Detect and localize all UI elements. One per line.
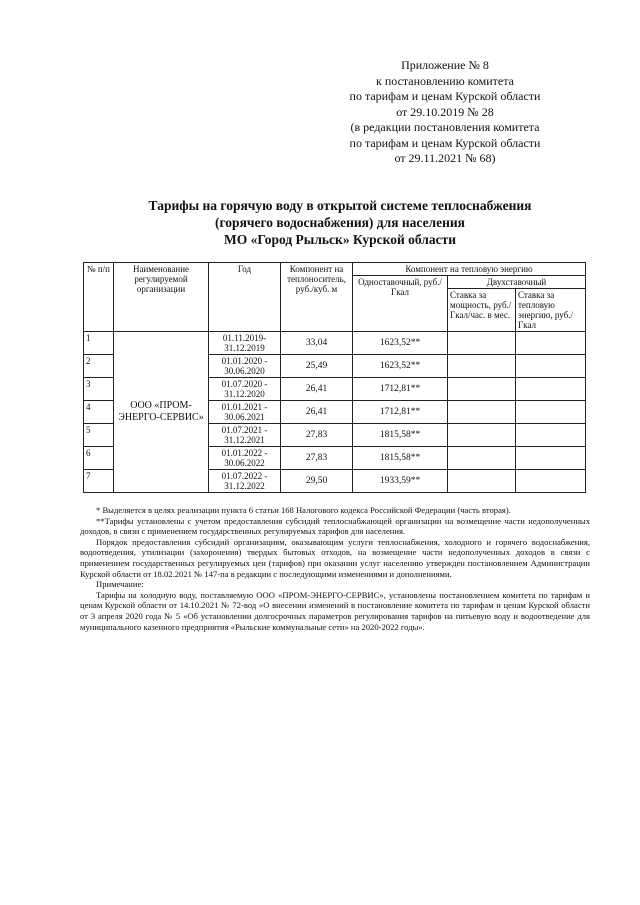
energy-rate-value: [516, 424, 586, 447]
single-rate-value: 1712,81**: [353, 378, 448, 401]
period-cell: [209, 332, 281, 355]
row-num: 2: [84, 355, 114, 378]
title-line: МО «Город Рыльск» Курской области: [223, 232, 457, 247]
period-from: 01.07.2020 -: [221, 379, 268, 389]
appendix-line: Приложение № 8: [401, 58, 489, 72]
energy-rate-value: [516, 378, 586, 401]
carrier-value: 25,49: [281, 355, 353, 378]
capacity-rate-value: [448, 470, 516, 493]
header-double: Двухставочный: [448, 276, 586, 289]
remark-label: Примечание:: [96, 579, 144, 590]
energy-rate-value: [516, 355, 586, 378]
carrier-value: 26,41: [281, 401, 353, 424]
period-to: 31.12.2022: [224, 481, 265, 491]
tariff-table: [83, 262, 586, 493]
period-to: 31.12.2020: [224, 389, 265, 399]
appendix-line: к постановлению комитета: [376, 73, 514, 88]
header-capacity: Ставка за мощность, руб./Гкал/час. в мес.: [448, 289, 516, 332]
header-year: Год: [209, 263, 281, 332]
remark-text: Тарифы на холодную воду, поставляемую ООО «ПРОМ-ЭНЕРГО-СЕРВИС», установлены постановлением комитета по тарифам и ценам Курской области от 14.10.2021 № 72-вод «О внесении изменений в постановление комитета по тарифам и ценам Курской области от 3 апреля 2020 года № 5 «Об установлении долгосрочных параметров регулирования тарифов на питьевую воду и водоотведение для муниципального казенного предприятия «Рыльские коммунальные сети» на 2020-2022 годы».: [80, 589, 590, 632]
period-from: 01.11.2019-: [222, 333, 267, 343]
period-from: 01.01.2022 -: [221, 448, 268, 458]
single-rate-value: 1623,52**: [353, 355, 448, 378]
notes-section: [80, 505, 590, 632]
energy-rate-value: [516, 332, 586, 355]
document-title: [130, 197, 550, 248]
period-to: 31.12.2021: [224, 435, 265, 445]
table-row: [84, 332, 586, 355]
period-to: 30.06.2022: [224, 458, 265, 468]
period-from: 01.01.2021 -: [221, 402, 268, 412]
energy-rate-value: [516, 401, 586, 424]
title-line: Тарифы на горячую воду в открытой системе теплоснабжения: [148, 198, 532, 213]
single-rate-value: 1933,59**: [353, 470, 448, 493]
energy-rate-value: [516, 447, 586, 470]
appendix-line: по тарифам и ценам Курской области: [349, 135, 541, 150]
period-to: 30.06.2020: [224, 366, 265, 376]
single-rate-value: 1712,81**: [353, 401, 448, 424]
appendix-line: по тарифам и ценам Курской области: [349, 89, 541, 103]
carrier-value: 27,83: [281, 424, 353, 447]
appendix-header: [325, 58, 565, 167]
carrier-value: 26,41: [281, 378, 353, 401]
carrier-value: 27,83: [281, 447, 353, 470]
capacity-rate-value: [448, 447, 516, 470]
row-num: 1: [84, 332, 114, 355]
capacity-rate-value: [448, 401, 516, 424]
row-num: 6: [84, 447, 114, 470]
period-cell: [209, 378, 281, 401]
header-org: Наименование регулируемой организации: [114, 263, 209, 332]
period-cell: [209, 355, 281, 378]
single-rate-value: 1815,58**: [353, 424, 448, 447]
single-rate-value: 1623,52**: [353, 332, 448, 355]
capacity-rate-value: [448, 424, 516, 447]
header-single: Одноставочный, руб./Гкал: [353, 276, 448, 332]
single-rate-value: 1815,58**: [353, 447, 448, 470]
subsidy-procedure: Порядок предоставления субсидий организациям, оказывающим услуги теплоснабжения, холодного и горячего водоснабжения, водоотведения, утилизации (захоронения) твердых бытовых отходов, на возмещение части недополученных доходов в связи с применением государственных регулируемых цен (тарифов) при оказании услуг населению утвержден постановлением Администрации Курской области от 18.02.2021 № 147-па в редакции с последующими изменениями и дополнениями.: [80, 536, 590, 579]
capacity-rate-value: [448, 332, 516, 355]
capacity-rate-value: [448, 355, 516, 378]
period-to: 31.12.2019: [224, 343, 265, 353]
footnote-subsidy: **Тарифы установлены с учетом предоставления субсидий теплоснабжающей организации на возмещение части недополученных доходов, в связи с применением государственных регулируемых тарифов для населения.: [80, 515, 590, 537]
header-num: № п/п: [84, 263, 114, 332]
energy-rate-value: [516, 470, 586, 493]
appendix-line: от 29.11.2021 № 68): [394, 151, 496, 165]
period-from: 01.07.2022 -: [221, 471, 268, 481]
period-from: 01.07.2021 -: [221, 425, 268, 435]
appendix-line: (в редакции постановления комитета: [350, 120, 540, 134]
period-from: 01.01.2020 -: [221, 356, 268, 366]
header-carrier: Компонент на теплоноситель, руб./куб. м: [281, 263, 353, 332]
capacity-rate-value: [448, 378, 516, 401]
period-cell: [209, 470, 281, 493]
appendix-line: от 29.10.2019 № 28: [396, 104, 494, 119]
carrier-value: 33,04: [281, 332, 353, 355]
row-num: 5: [84, 424, 114, 447]
title-line: (горячего водоснабжения) для населения: [215, 215, 465, 230]
footnote-vat: * Выделяется в целях реализации пункта 6 статьи 168 Налогового кодекса Российской Федерации (часть вторая).: [96, 505, 511, 515]
period-cell: [209, 447, 281, 470]
period-cell: [209, 401, 281, 424]
period-to: 30.06.2021: [224, 412, 265, 422]
row-num: 7: [84, 470, 114, 493]
row-num: 3: [84, 378, 114, 401]
carrier-value: 29,50: [281, 470, 353, 493]
header-energy: Ставка за тепловую энергию, руб./Гкал: [516, 289, 586, 332]
row-num: 4: [84, 401, 114, 424]
period-cell: [209, 424, 281, 447]
header-heat: Компонент на тепловую энергию: [353, 263, 586, 276]
organization-name: ООО «ПРОМ-ЭНЕРГО-СЕРВИС»: [114, 332, 209, 493]
